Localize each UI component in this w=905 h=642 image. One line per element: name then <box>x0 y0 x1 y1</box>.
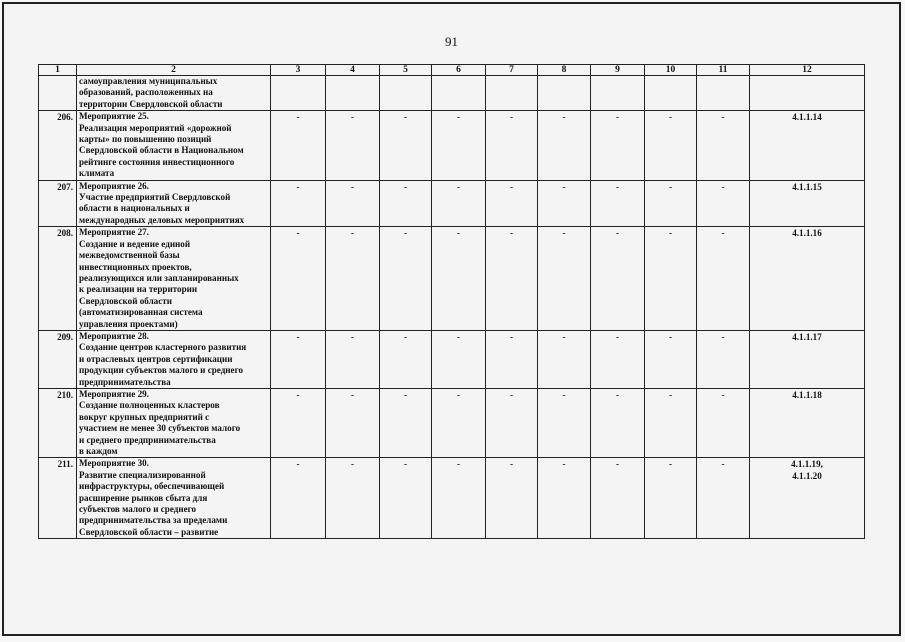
value-cell: - <box>538 227 591 331</box>
table-row <box>39 388 865 457</box>
row-number: 207. <box>39 180 77 227</box>
column-header: 7 <box>486 65 538 76</box>
table-row <box>39 330 865 388</box>
column-header: 1 <box>39 65 77 76</box>
column-header: 6 <box>432 65 486 76</box>
value-cell: - <box>486 227 538 331</box>
code-line: 4.1.1.15 <box>792 181 822 192</box>
description-line: предпринимательства за пределами <box>79 515 228 526</box>
value-cell: - <box>645 180 697 227</box>
code-line: 4.1.1.18 <box>792 389 822 400</box>
code-line: 4.1.1.14 <box>792 112 822 123</box>
row-number: 210. <box>39 388 77 457</box>
column-header: 5 <box>380 65 432 76</box>
value-cell: - <box>380 180 432 227</box>
value-cell: - <box>271 458 326 539</box>
code-line: 4.1.1.19, <box>791 459 823 470</box>
target-indicator-code <box>750 388 865 457</box>
row-number: 211. <box>39 458 77 539</box>
description-line: реализующихся или запланированных <box>79 272 239 283</box>
code-line: 4.1.1.20 <box>792 470 822 481</box>
value-cell: - <box>271 180 326 227</box>
column-header: 8 <box>538 65 591 76</box>
measure-description <box>77 388 271 457</box>
measures-table <box>38 64 865 539</box>
column-header: 2 <box>77 65 271 76</box>
value-cell: - <box>645 388 697 457</box>
description-line: продукции субъектов малого и среднего <box>79 365 244 376</box>
value-cell <box>380 76 432 111</box>
value-cell: - <box>486 111 538 180</box>
value-cell: - <box>380 111 432 180</box>
measure-description <box>77 111 271 180</box>
description-line: Свердловской области – развитие <box>79 526 219 537</box>
description-line: Создание центров кластерного развития <box>79 342 247 353</box>
value-cell: - <box>538 458 591 539</box>
description-line: инфраструктуры, обеспечивающей <box>79 481 225 492</box>
value-cell: - <box>645 227 697 331</box>
description-line: Мероприятие 29. <box>79 388 149 399</box>
value-cell: - <box>591 330 645 388</box>
column-header: 11 <box>697 65 750 76</box>
target-indicator-code <box>750 180 865 227</box>
value-cell: - <box>271 227 326 331</box>
row-number: 208. <box>39 227 77 331</box>
target-indicator-code <box>750 227 865 331</box>
table-row <box>39 458 865 539</box>
value-cell: - <box>326 330 380 388</box>
description-line: к реализации на территории <box>79 284 198 295</box>
target-indicator-code <box>750 458 865 539</box>
description-line: межведомственной базы <box>79 250 180 261</box>
value-cell: - <box>432 330 486 388</box>
value-cell <box>432 76 486 111</box>
value-cell: - <box>380 388 432 457</box>
target-indicator-code <box>750 76 865 111</box>
description-line: (автоматизированная система <box>79 307 203 318</box>
description-line: рейтинге состояния инвестиционного <box>79 156 235 167</box>
value-cell: - <box>432 180 486 227</box>
description-line: в каждом <box>79 446 118 456</box>
value-cell: - <box>697 180 750 227</box>
description-line: климата <box>79 168 115 179</box>
description-line: Участие предприятий Свердловской <box>79 192 231 203</box>
document-page <box>2 2 901 636</box>
column-header: 3 <box>271 65 326 76</box>
value-cell: - <box>645 458 697 539</box>
description-line: Мероприятие 30. <box>79 458 149 469</box>
value-cell <box>271 76 326 111</box>
value-cell: - <box>538 388 591 457</box>
value-cell: - <box>591 180 645 227</box>
value-cell: - <box>697 330 750 388</box>
description-line: инвестиционных проектов, <box>79 261 192 272</box>
description-line: Создание и ведение единой <box>79 238 191 249</box>
table-body <box>39 76 865 539</box>
value-cell <box>591 76 645 111</box>
value-cell: - <box>645 330 697 388</box>
table-header <box>39 65 865 76</box>
table-row <box>39 180 865 227</box>
description-line: субъектов малого и среднего <box>79 504 197 515</box>
value-cell: - <box>591 111 645 180</box>
value-cell: - <box>432 227 486 331</box>
value-cell: - <box>697 458 750 539</box>
value-cell: - <box>432 458 486 539</box>
value-cell: - <box>432 388 486 457</box>
measure-description <box>77 458 271 539</box>
column-header: 12 <box>750 65 865 76</box>
value-cell: - <box>326 458 380 539</box>
value-cell: - <box>486 458 538 539</box>
table-row <box>39 227 865 331</box>
column-header: 4 <box>326 65 380 76</box>
value-cell: - <box>486 388 538 457</box>
value-cell: - <box>271 330 326 388</box>
description-line: территории Свердловской области <box>79 98 223 109</box>
value-cell: - <box>326 227 380 331</box>
description-line: образований, расположенных на <box>79 87 213 98</box>
description-line: карты» по повышению позиций <box>79 134 212 145</box>
value-cell: - <box>591 227 645 331</box>
description-line: вокруг крупных предприятий с <box>79 411 210 422</box>
description-line: Мероприятие 26. <box>79 180 149 191</box>
row-number <box>39 76 77 111</box>
value-cell: - <box>326 388 380 457</box>
value-cell: - <box>591 388 645 457</box>
description-line: управления проектами) <box>79 318 178 329</box>
description-line: и среднего предпринимательства <box>79 434 216 445</box>
description-line: расширение рынков сбыта для <box>79 492 208 503</box>
column-header: 9 <box>591 65 645 76</box>
value-cell: - <box>326 111 380 180</box>
target-indicator-code <box>750 330 865 388</box>
description-line: области в национальных и <box>79 203 190 214</box>
value-cell: - <box>380 458 432 539</box>
description-line: и отраслевых центров сертификации <box>79 353 233 364</box>
value-cell: - <box>697 388 750 457</box>
value-cell: - <box>271 111 326 180</box>
code-line: 4.1.1.16 <box>792 228 822 239</box>
value-cell: - <box>380 330 432 388</box>
value-cell: - <box>486 180 538 227</box>
value-cell: - <box>432 111 486 180</box>
value-cell: - <box>271 388 326 457</box>
value-cell: - <box>697 111 750 180</box>
description-line: участием не менее 30 субъектов малого <box>79 423 241 434</box>
description-line: международных деловых мероприятиях <box>79 214 245 225</box>
description-line: Создание полноценных кластеров <box>79 400 220 411</box>
description-line: Мероприятие 28. <box>79 330 149 341</box>
value-cell <box>697 76 750 111</box>
description-line: Реализация мероприятий «дорожной <box>79 122 232 133</box>
value-cell: - <box>326 180 380 227</box>
value-cell: - <box>538 111 591 180</box>
value-cell <box>486 76 538 111</box>
measure-description <box>77 76 271 111</box>
description-line: Свердловской области <box>79 295 172 306</box>
description-line: самоуправления муниципальных <box>79 76 218 86</box>
code-line: 4.1.1.17 <box>792 331 822 342</box>
description-line: Развитие специализированной <box>79 469 206 480</box>
description-line: предпринимательства <box>79 376 171 387</box>
description-line: Мероприятие 27. <box>79 227 149 238</box>
measure-description <box>77 330 271 388</box>
value-cell: - <box>697 227 750 331</box>
row-number: 206. <box>39 111 77 180</box>
value-cell: - <box>591 458 645 539</box>
value-cell: - <box>645 111 697 180</box>
value-cell: - <box>486 330 538 388</box>
description-line: Свердловской области в Национальном <box>79 145 244 156</box>
page-number: 91 <box>445 34 458 49</box>
value-cell <box>645 76 697 111</box>
measure-description <box>77 227 271 331</box>
row-number: 209. <box>39 330 77 388</box>
value-cell: - <box>380 227 432 331</box>
table-row <box>39 111 865 180</box>
value-cell: - <box>538 180 591 227</box>
value-cell: - <box>538 330 591 388</box>
table-row <box>39 76 865 111</box>
value-cell <box>326 76 380 111</box>
column-header: 10 <box>645 65 697 76</box>
value-cell <box>538 76 591 111</box>
target-indicator-code <box>750 111 865 180</box>
measure-description <box>77 180 271 227</box>
description-line: Мероприятие 25. <box>79 111 149 122</box>
